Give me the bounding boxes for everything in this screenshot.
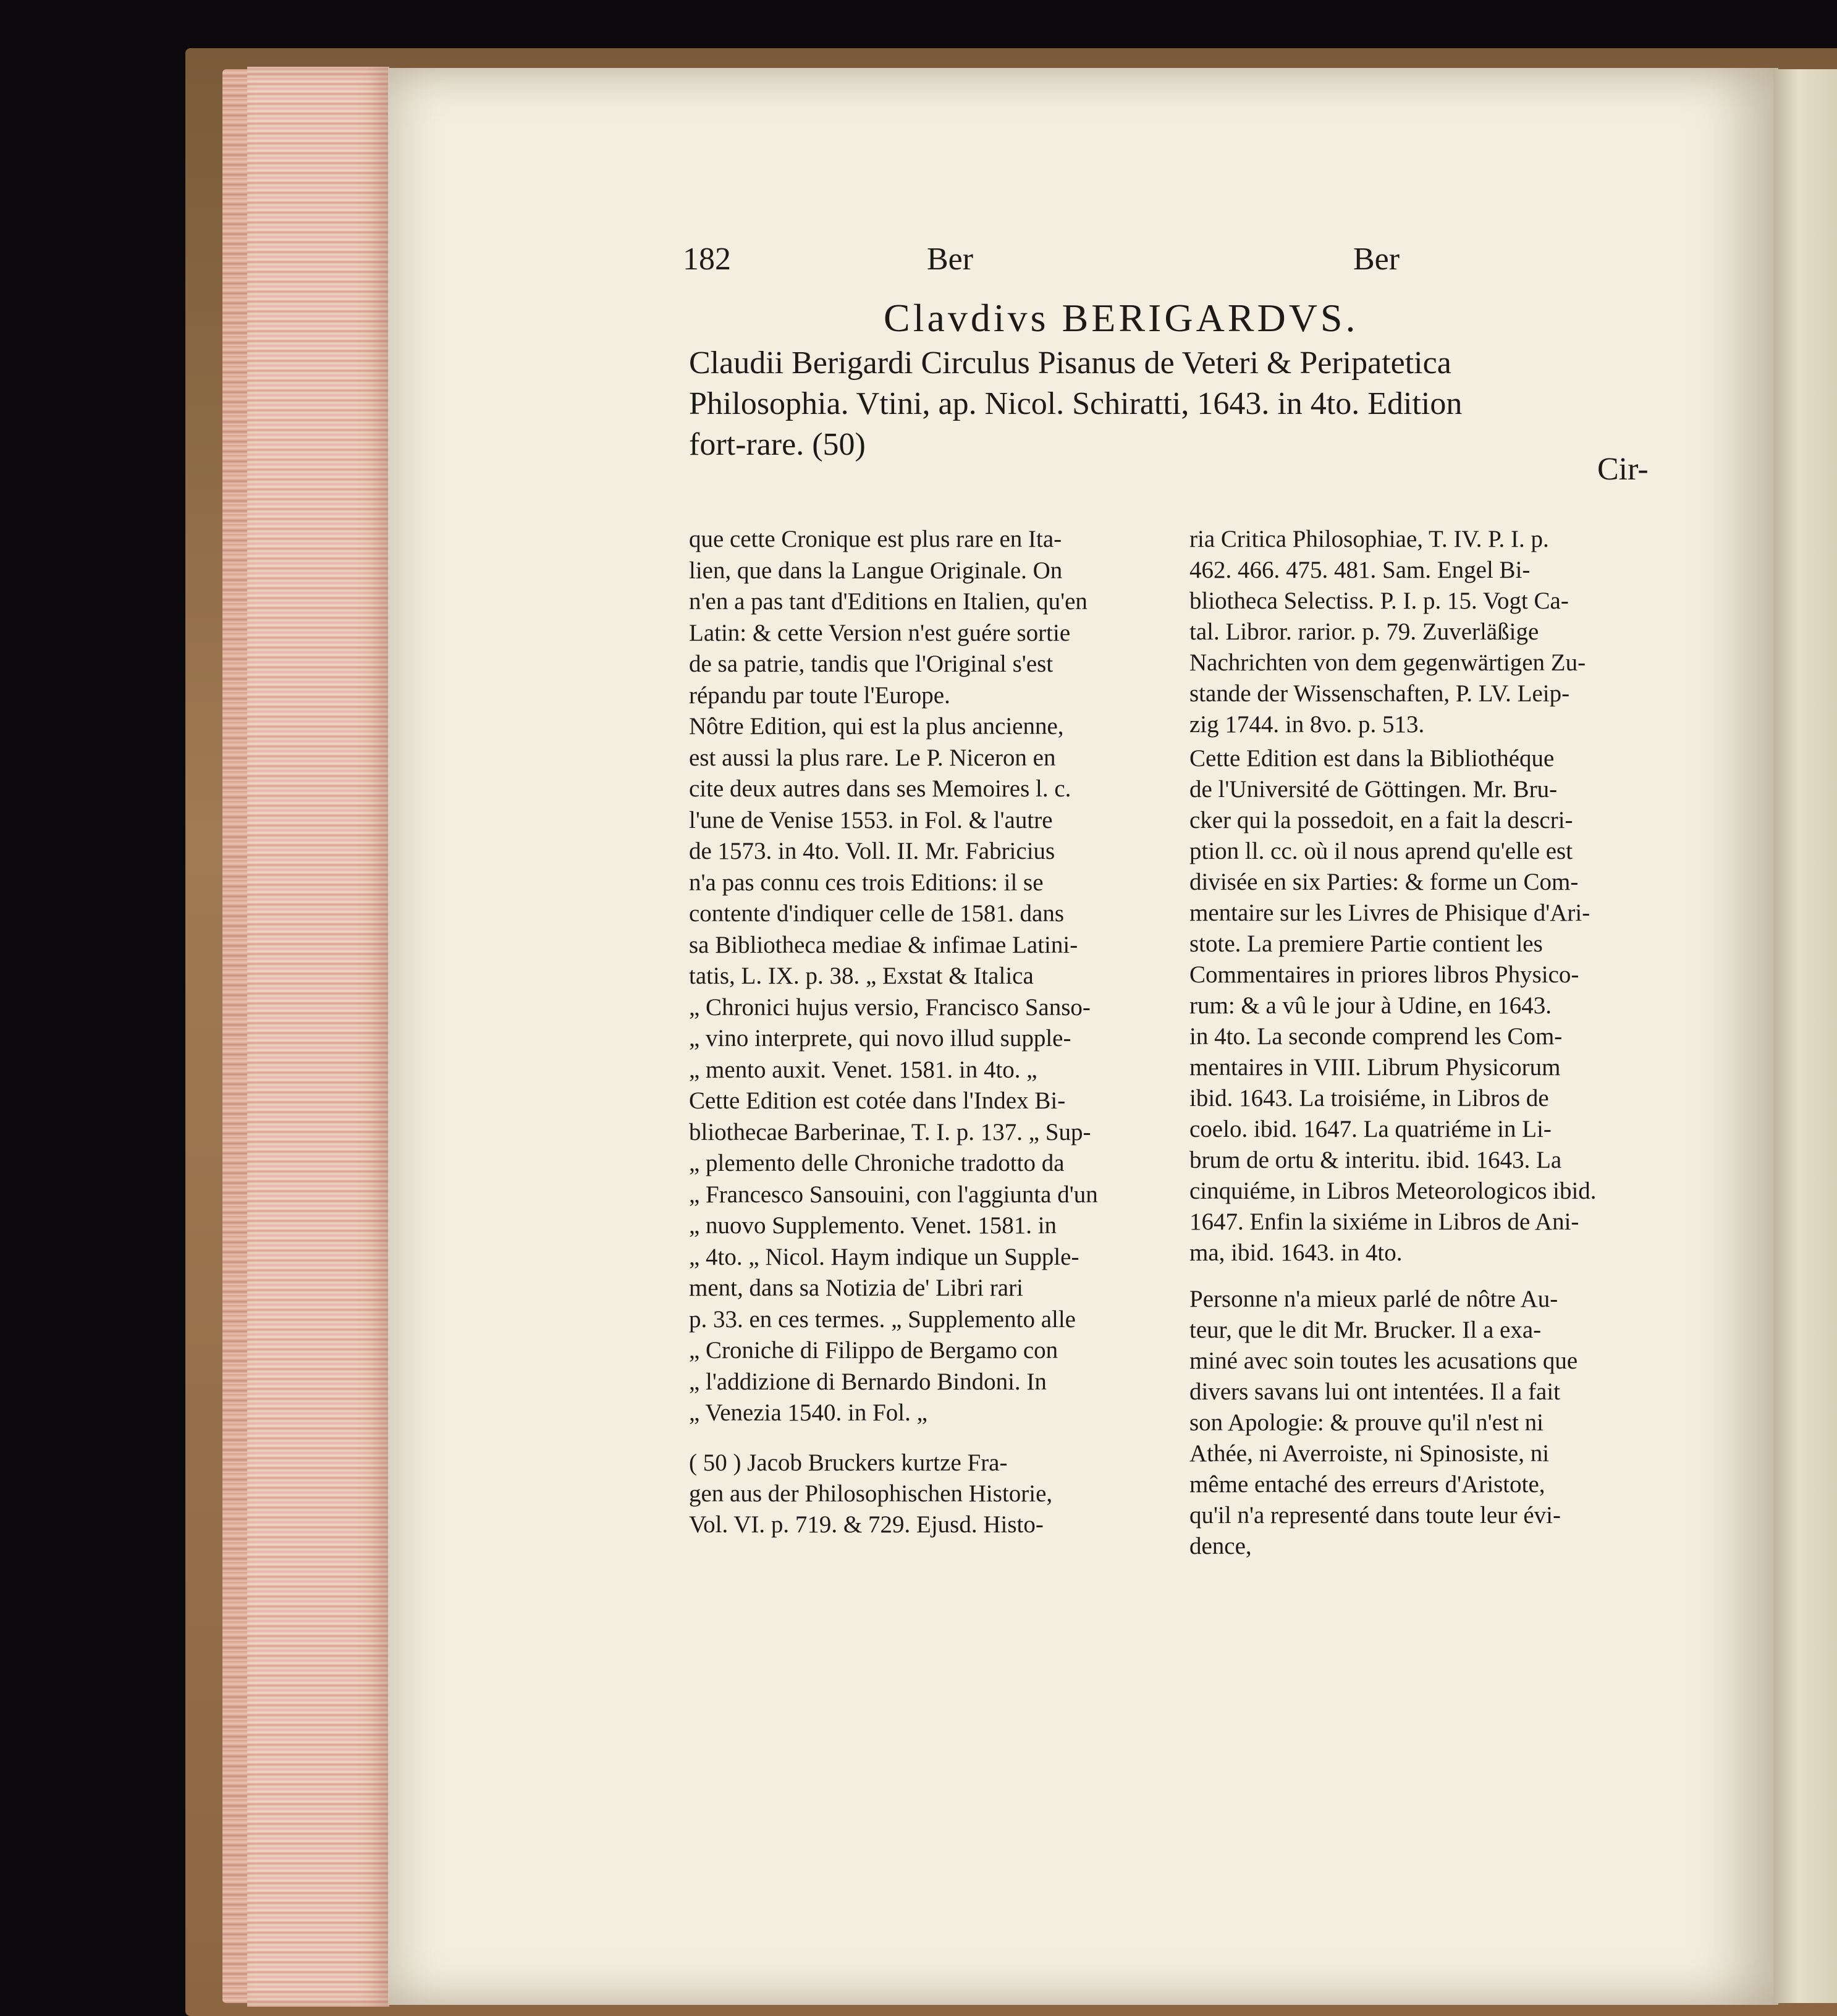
text-line: ption ll. cc. où il nous aprend qu'elle est — [1189, 838, 1573, 864]
text-line: son Apologie: & prouve qu'il n'est ni — [1189, 1409, 1544, 1436]
text-line: tatis, L. IX. p. 38. „ Exstat & Italica — [689, 963, 1034, 989]
text-line: „ Croniche di Filippo de Bergamo con — [689, 1337, 1058, 1364]
footnote-line: zig 1744. in 8vo. p. 513. — [1189, 711, 1425, 738]
text-line: dence, — [1189, 1533, 1252, 1559]
text-line: stote. La premiere Partie contient les — [1189, 930, 1543, 957]
text-line: 1647. Enfin la sixiéme in Libros de Ani- — [1189, 1208, 1579, 1235]
text-line: cite deux autres dans ses Memoires l. c. — [689, 775, 1071, 802]
text-line: l'une de Venise 1553. in Fol. & l'autre — [689, 806, 1053, 833]
footnote-line: bliotheca Selectiss. P. I. p. 15. Vogt Ca- — [1189, 588, 1569, 614]
text-line: cinquiéme, in Libros Meteorologicos ibid. — [1189, 1178, 1597, 1204]
text-line: n'a pas connu ces trois Editions: il se — [689, 869, 1044, 896]
text-line: „ plemento delle Chroniche tradotto da — [689, 1150, 1065, 1176]
text-line: contente d'indiquer celle de 1581. dans — [689, 900, 1064, 927]
text-line: Personne n'a mieux parlé de nôtre Au- — [1189, 1286, 1558, 1312]
catchword: Cir- — [1597, 452, 1649, 487]
text-line: bliothecae Barberinae, T. I. p. 137. „ Sup- — [689, 1118, 1091, 1145]
text-line: mentaire sur les Livres de Phisique d'Ari- — [1189, 900, 1590, 926]
intro-line: Philosophia. Vtini, ap. Nicol. Schiratti, 1643. in 4to. Edition — [689, 386, 1463, 421]
footnote-line: tal. Libror. rarior. p. 79. Zuverläßige — [1189, 618, 1539, 645]
text-line: que cette Cronique est plus rare en Ita- — [689, 526, 1062, 552]
text-line: Athée, ni Averroiste, ni Spinosiste, ni — [1189, 1440, 1550, 1467]
footnote-line: ( 50 ) Jacob Bruckers kurtze Fra- — [689, 1449, 1008, 1476]
text-line: p. 33. en ces termes. „ Supplemento alle — [689, 1305, 1076, 1333]
text-line: même entaché des erreurs d'Aristote, — [1189, 1471, 1545, 1498]
text-line: ment, dans sa Notizia de' Libri rari — [689, 1275, 1023, 1301]
text-line: qu'il n'a representé dans toute leur évi- — [1189, 1502, 1561, 1529]
entry-title: Clavdivs BERIGARDVS. — [884, 296, 1359, 340]
text-line: „ nuovo Supplemento. Venet. 1581. in — [689, 1212, 1057, 1239]
text-line: „ Francesco Sansouini, con l'aggiunta d'un — [689, 1181, 1098, 1208]
text-line: est aussi la plus rare. Le P. Niceron en — [689, 744, 1056, 771]
text-line: „ 4to. „ Nicol. Haym indique un Supple- — [689, 1243, 1079, 1270]
text-line: divers savans lui ont intentées. Il a fait — [1189, 1378, 1561, 1405]
text-line: ma, ibid. 1643. in 4to. — [1189, 1239, 1403, 1266]
page-number: 182 — [683, 242, 731, 277]
text-line: de 1573. in 4to. Voll. II. Mr. Fabricius — [689, 838, 1055, 864]
text-line: „ vino interprete, qui novo illud supple- — [689, 1025, 1071, 1052]
text-line: cker qui la possedoit, en a fait la descri- — [1189, 807, 1573, 833]
text-line: sa Bibliotheca mediae & infimae Latini- — [689, 931, 1078, 958]
text-line: Commentaires in priores libros Physico- — [1189, 961, 1579, 988]
text-line: n'en a pas tant d'Editions en Italien, qu'en — [689, 588, 1087, 615]
footnote-line: ria Critica Philosophiae, T. IV. P. I. p. — [1189, 526, 1549, 552]
text-line: ibid. 1643. La troisiéme, in Libros de — [1189, 1085, 1549, 1111]
text-line: mentaires in VIII. Librum Physicorum — [1189, 1054, 1561, 1081]
text-line: de sa patrie, tandis que l'Original s'est — [689, 651, 1054, 677]
text-line: miné avec soin toutes les acusations que — [1189, 1348, 1578, 1374]
text-line: Cette Edition est dans la Bibliothéque — [1189, 745, 1555, 772]
footnote-line: gen aus der Philosophischen Historie, — [689, 1480, 1053, 1507]
text-line: Nôtre Edition, qui est la plus ancienne, — [689, 713, 1064, 740]
text-line: „ mento auxit. Venet. 1581. in 4to. „ — [689, 1056, 1037, 1083]
footnote-line: stande der Wissenschaften, P. LV. Leip- — [1189, 680, 1570, 707]
text-line: Latin: & cette Version n'est guére sortie — [689, 619, 1071, 646]
footnote-line: Nachrichten von dem gegenwärtigen Zu- — [1189, 649, 1586, 676]
intro-line: fort-rare. (50) — [689, 427, 866, 462]
text-line: „ Venezia 1540. in Fol. „ — [689, 1399, 927, 1426]
text-line: brum de ortu & interitu. ibid. 1643. La — [1189, 1147, 1562, 1173]
text-line: „ l'addizione di Bernardo Bindoni. In — [689, 1368, 1047, 1395]
text-line: répandu par toute l'Europe. — [689, 681, 950, 709]
text-line: „ Chronici hujus versio, Francisco Sanso- — [689, 993, 1091, 1021]
running-head-right: Ber — [1353, 242, 1400, 277]
intro-line: Claudii Berigardi Circulus Pisanus de Veteri & Peripatetica — [689, 345, 1451, 381]
text-line: rum: & a vû le jour à Udine, en 1643. — [1189, 992, 1552, 1019]
text-line: in 4to. La seconde comprend les Com- — [1189, 1023, 1563, 1050]
text-line: coelo. ibid. 1647. La quatriéme in Li- — [1189, 1116, 1552, 1142]
text-line: lien, que dans la Langue Originale. On — [689, 557, 1063, 584]
text-line: Cette Edition est cotée dans l'Index Bi- — [689, 1087, 1066, 1114]
running-head-left: Ber — [927, 242, 974, 277]
text-line: divisée en six Parties: & forme un Com- — [1189, 869, 1579, 895]
footnote-line: 462. 466. 475. 481. Sam. Engel Bi- — [1189, 557, 1531, 583]
text-line: teur, que le dit Mr. Brucker. Il a exa- — [1189, 1317, 1542, 1343]
text-line: de l'Université de Göttingen. Mr. Bru- — [1189, 776, 1558, 803]
footnote-line: Vol. VI. p. 719. & 729. Ejusd. Histo- — [689, 1511, 1044, 1538]
